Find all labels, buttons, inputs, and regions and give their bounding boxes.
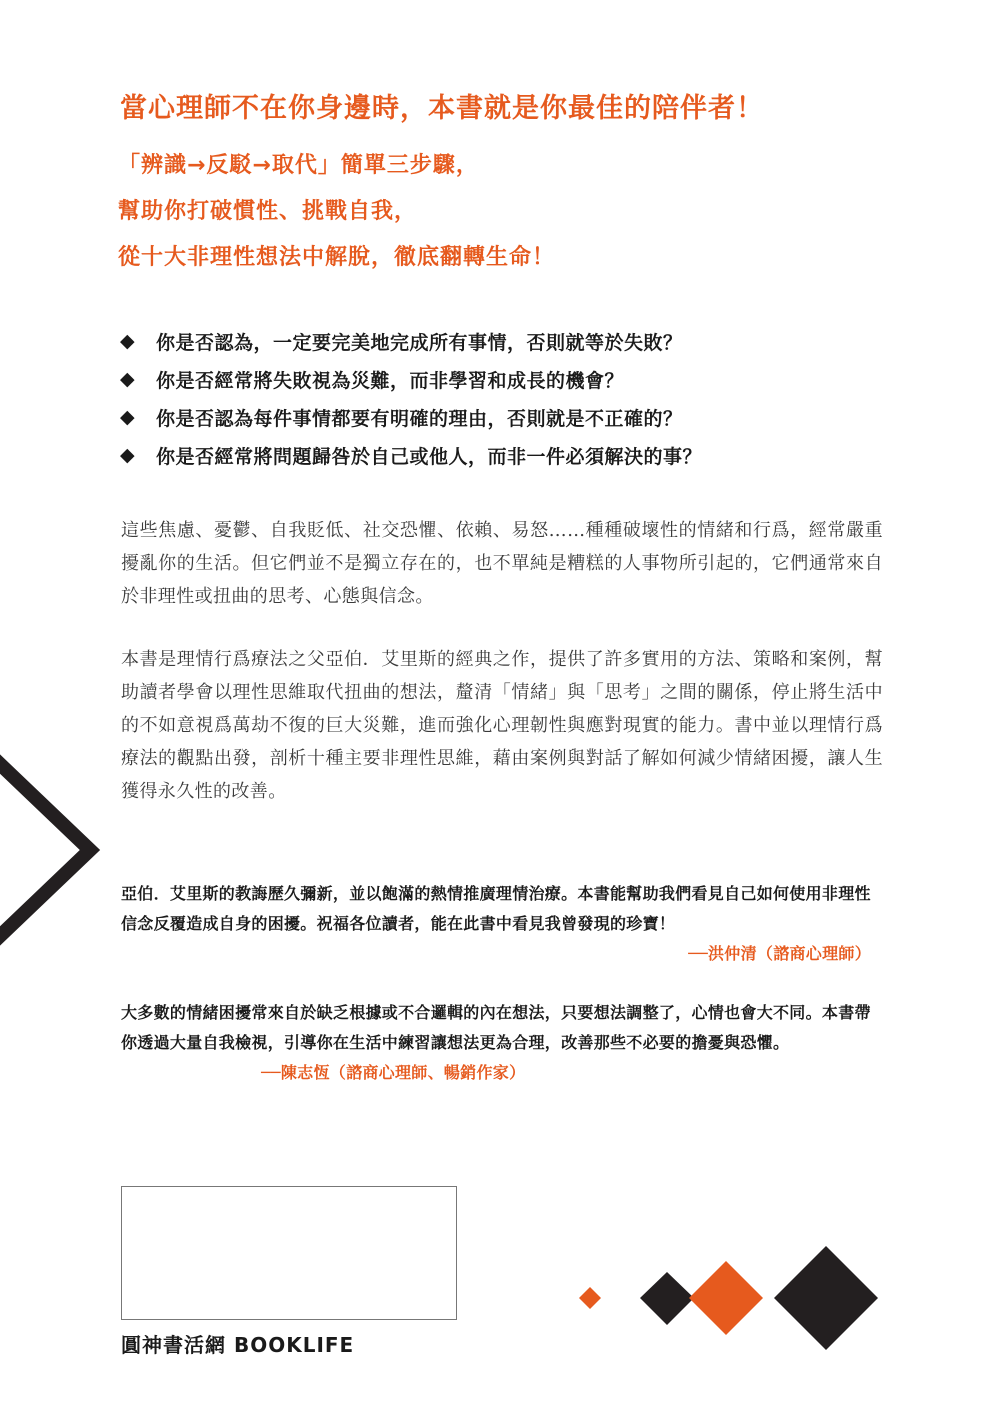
endorsement-1-text: 亞伯．艾里斯的教誨歷久彌新，並以飽滿的熱情推廣理情治療。本書能幫助我們看見自己如何使用非理性信念反覆造成自身的困擾。祝福各位讀者，能在此書中看見我曾發現的珍寶！ — [121, 884, 871, 933]
endorsement-2 — [121, 998, 883, 1088]
question-item — [120, 436, 900, 474]
subhead-2: 幫助你打破慣性、挑戰自我， — [118, 199, 418, 224]
diamond-decoration-icon — [570, 1240, 890, 1360]
barcode-area — [121, 1186, 457, 1320]
diamond-bullet-icon: ◆ — [120, 444, 136, 466]
question-item — [120, 322, 900, 360]
endorsement-1-attribution: ──洪仲清（諮商心理師） — [688, 944, 871, 963]
question-list — [120, 322, 900, 474]
question-item — [120, 398, 900, 436]
diamond-bullet-icon: ◆ — [120, 330, 136, 352]
endorsement-2-text: 大多數的情緒困擾常來自於缺乏根據或不合邏輯的內在想法，只要想法調整了，心情也會大不同。本書帶你透過大量自我檢視，引導你在生活中練習讓想法更為合理，改善那些不必要的擔憂與恐懼。 — [121, 1003, 871, 1052]
diamond-bullet-icon: ◆ — [120, 368, 136, 390]
question-text: 你是否認為每件事情都要有明確的理由，否則就是不正確的？ — [156, 407, 683, 430]
subhead-3: 從十大非理性想法中解脫，徹底翻轉生命！ — [118, 245, 556, 270]
subhead-1: 「辨識→反駁→取代」簡單三步驟， — [118, 153, 479, 178]
description-paragraph-2: 本書是理情行爲療法之父亞伯．艾里斯的經典之作，提供了許多實用的方法、策略和案例，幫助讀者學會以理性思維取代扭曲的想法，釐清「情緒」與「思考」之間的關係，停止將生活中的不如意視爲萬劫不復的巨大災難，進而強化心理韌性與應對現實的能力。書中並以理情行爲療法的觀點出發，剖析十種主要非理性思維，藉由案例與對話了解如何減少情緒困擾，讓人生獲得永久性的改善。 — [121, 649, 883, 802]
endorsement-1 — [121, 879, 883, 969]
endorsement-2-attribution: ──陳志恆（諮商心理師、暢銷作家） — [261, 1063, 526, 1082]
description-paragraph-1: 這些焦慮、憂鬱、自我貶低、社交恐懼、依賴、易怒……種種破壞性的情緒和行爲，經常嚴重擾亂你的生活。但它們並不是獨立存在的，也不單純是糟糕的人事物所引起的，它們通常來自於非理性或扭曲的思考、心態與信念。 — [121, 520, 883, 607]
question-text: 你是否經常將失敗視為災難，而非學習和成長的機會？ — [156, 369, 625, 392]
publisher-logo: 圓神書活網 BOOKLIFE — [121, 1333, 355, 1357]
question-item — [120, 360, 900, 398]
question-text: 你是否經常將問題歸咎於自己或他人，而非一件必須解決的事？ — [156, 445, 703, 468]
diamond-bullet-icon: ◆ — [120, 406, 136, 428]
headline: 當心理師不在你身邊時，本書就是你最佳的陪伴者！ — [120, 93, 764, 124]
question-text: 你是否認為，一定要完美地完成所有事情，否則就等於失敗？ — [156, 331, 683, 354]
chevron-decoration-icon — [0, 735, 110, 965]
